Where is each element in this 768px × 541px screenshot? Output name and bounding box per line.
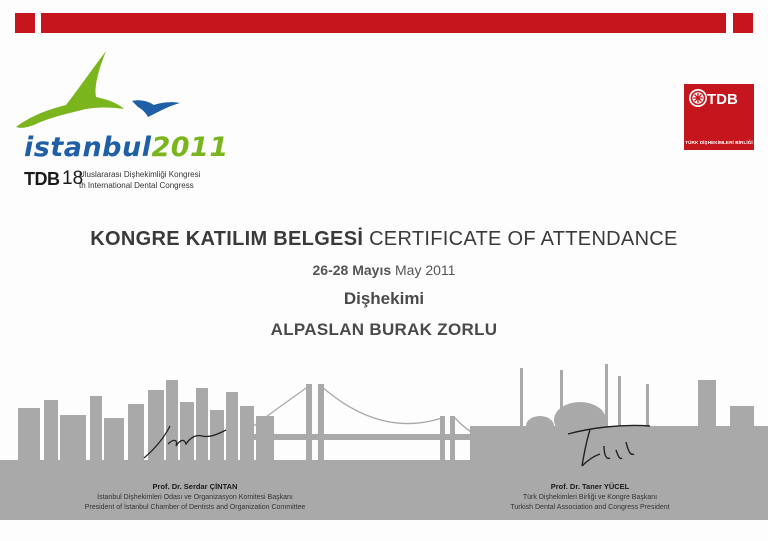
right-signatory-role-tr: Türk Dişhekimleri Birliği ve Kongre Başkanı: [522, 494, 658, 501]
logo-year: 2011: [151, 132, 229, 163]
left-signatory-role-tr: İstanbul Dişhekimleri Odası ve Organizasyon Komitesi Başkanı: [97, 494, 293, 501]
recipient-profession: Dişhekimi: [343, 289, 425, 308]
logo-org: TDB: [24, 169, 60, 189]
badge-abbr: TDB: [707, 91, 738, 108]
logo-subtitle-tr: Uluslararası Dişhekimliği Kongresi: [79, 170, 201, 179]
dates-tr: 26-28 Mayıs: [312, 262, 392, 278]
logo-edition: 18: [62, 168, 84, 189]
title-tr: KONGRE KATILIM BELGESİ: [90, 228, 364, 250]
title-en: CERTIFICATE OF ATTENDANCE: [369, 228, 678, 250]
top-bar-left: [15, 13, 35, 33]
logo-city: istanbul: [24, 132, 152, 163]
left-signatory-name: Prof. Dr. Serdar ÇİNTAN: [152, 482, 238, 491]
certificate-title: [0, 228, 768, 251]
tdb-badge: [684, 84, 754, 150]
tdb-emblem-icon: [688, 88, 708, 108]
logo-subtitle-en: th International Dental Congress: [79, 181, 194, 190]
left-signatory-role-en: President of İstanbul Chamber of Dentists and Organization Committee: [84, 504, 306, 511]
left-signature: [140, 420, 230, 460]
congress-dates: [0, 262, 768, 278]
top-bar-main: [41, 13, 726, 33]
congress-logo-wordmark: [24, 132, 229, 163]
dates-en: May 2011: [395, 262, 456, 278]
seagull-logo-icon: [14, 45, 194, 135]
badge-full-name: TÜRK DİŞHEKİMLERİ BİRLİĞİ: [685, 140, 753, 145]
top-bar-right: [733, 13, 753, 33]
right-signatory-role-en: Turkish Dental Association and Congress President: [510, 504, 670, 511]
recipient-name: ALPASLAN BURAK ZORLU: [270, 320, 498, 339]
right-signatory-name: Prof. Dr. Taner YÜCEL: [550, 482, 630, 491]
right-signature: [560, 420, 660, 470]
